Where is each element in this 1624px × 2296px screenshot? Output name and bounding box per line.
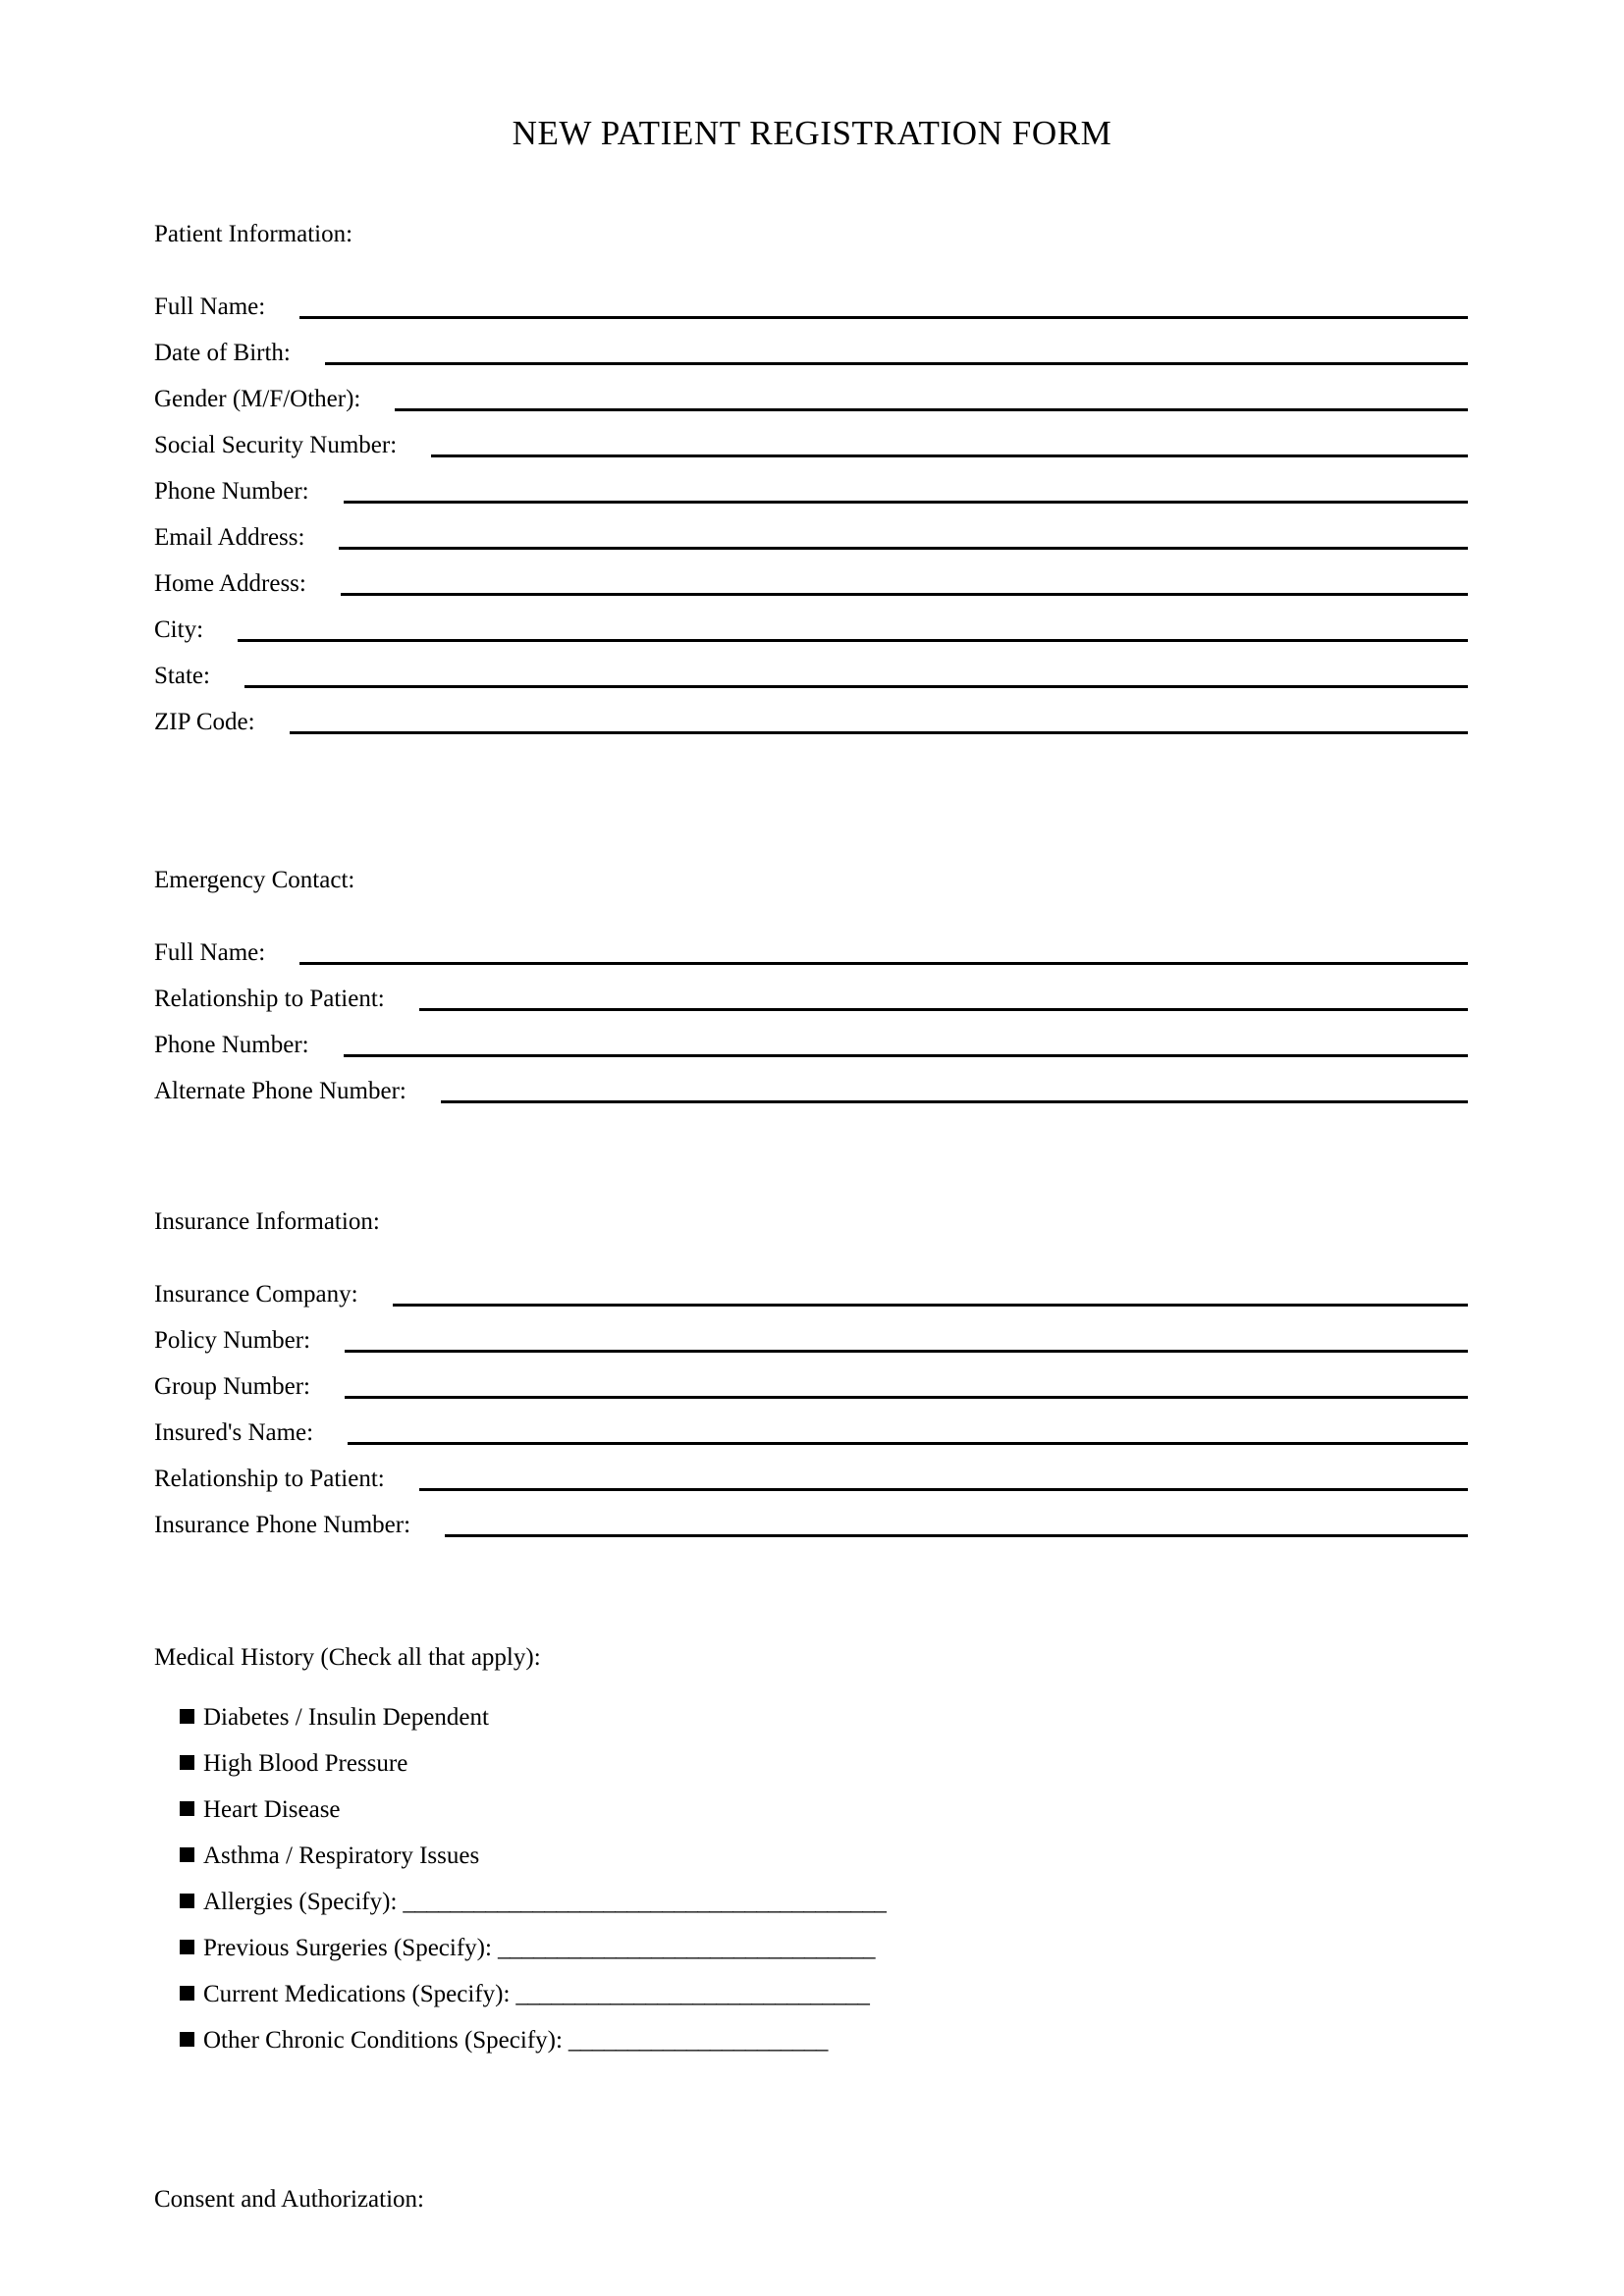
field-row-policy-number[interactable] xyxy=(154,1309,1468,1356)
filled-square-icon[interactable] xyxy=(180,1755,194,1770)
field-input-insurance-relationship[interactable] xyxy=(419,1488,1468,1491)
field-input-social-security-number[interactable] xyxy=(431,454,1468,457)
field-input-email-address[interactable] xyxy=(339,547,1468,550)
field-input-state[interactable] xyxy=(244,685,1468,688)
checkbox-specify-rule-allergies[interactable]: _________________________________________ xyxy=(403,1889,887,1915)
checkbox-label-previous-surgeries: Previous Surgeries (Specify): xyxy=(203,1935,492,1961)
section-consent-and-authorization xyxy=(154,2187,424,2212)
section-emergency-contact xyxy=(154,868,1468,1106)
checkbox-specify-rule-previous-surgeries[interactable]: ________________________________ xyxy=(497,1935,875,1961)
field-row-full-name[interactable] xyxy=(154,276,1468,322)
checkbox-label-other-chronic-conditions: Other Chronic Conditions (Specify): xyxy=(203,2027,563,2054)
checkbox-row-allergies[interactable] xyxy=(154,1888,886,1934)
field-row-home-address[interactable] xyxy=(154,553,1468,599)
field-input-emergency-full-name[interactable] xyxy=(299,962,1468,965)
field-row-state[interactable] xyxy=(154,645,1468,691)
insurance-information-field-list xyxy=(154,1263,1468,1540)
field-row-social-security-number[interactable] xyxy=(154,414,1468,460)
emergency-contact-field-list xyxy=(154,922,1468,1106)
field-label-social-security-number: Social Security Number: xyxy=(154,432,398,458)
medical-history-check-list xyxy=(154,1703,886,2072)
section-heading-insurance-information: Insurance Information: xyxy=(154,1208,380,1235)
field-input-group-number[interactable] xyxy=(345,1396,1468,1399)
field-row-emergency-alternate-phone[interactable] xyxy=(154,1060,1468,1106)
checkbox-label-current-medications: Current Medications (Specify): xyxy=(203,1981,511,2007)
field-input-insurance-company[interactable] xyxy=(393,1304,1468,1307)
field-label-emergency-full-name: Full Name: xyxy=(154,939,266,966)
field-row-insurance-phone-number[interactable] xyxy=(154,1494,1468,1540)
section-heading-patient-information: Patient Information: xyxy=(154,221,353,247)
field-label-zip-code: ZIP Code: xyxy=(154,709,255,735)
filled-square-icon[interactable] xyxy=(180,1986,194,2001)
field-label-email-address: Email Address: xyxy=(154,524,305,551)
field-label-phone-number: Phone Number: xyxy=(154,478,309,505)
section-heading-consent-and-authorization: Consent and Authorization: xyxy=(154,2186,424,2213)
field-row-emergency-full-name[interactable] xyxy=(154,922,1468,968)
field-label-full-name: Full Name: xyxy=(154,294,266,320)
field-label-gender: Gender (M/F/Other): xyxy=(154,386,361,412)
field-row-zip-code[interactable] xyxy=(154,691,1468,737)
field-input-date-of-birth[interactable] xyxy=(325,362,1468,365)
field-input-gender[interactable] xyxy=(395,408,1468,411)
field-input-zip-code[interactable] xyxy=(290,731,1468,734)
checkbox-row-heart-disease[interactable] xyxy=(154,1795,886,1842)
field-label-insurance-phone-number: Insurance Phone Number: xyxy=(154,1512,411,1538)
section-heading-medical-history: Medical History (Check all that apply): xyxy=(154,1644,541,1671)
field-input-policy-number[interactable] xyxy=(345,1350,1468,1353)
field-row-insurance-company[interactable] xyxy=(154,1263,1468,1309)
field-input-emergency-alternate-phone[interactable] xyxy=(441,1100,1468,1103)
field-row-city[interactable] xyxy=(154,599,1468,645)
field-input-emergency-phone-number[interactable] xyxy=(344,1054,1468,1057)
field-input-insurance-phone-number[interactable] xyxy=(445,1534,1468,1537)
field-row-date-of-birth[interactable] xyxy=(154,322,1468,368)
checkbox-row-other-chronic-conditions[interactable] xyxy=(154,2026,886,2072)
field-label-insurance-relationship: Relationship to Patient: xyxy=(154,1466,385,1492)
field-label-policy-number: Policy Number: xyxy=(154,1327,311,1354)
checkbox-row-asthma[interactable] xyxy=(154,1842,886,1888)
section-heading-emergency-contact: Emergency Contact: xyxy=(154,867,355,893)
field-label-emergency-phone-number: Phone Number: xyxy=(154,1032,309,1058)
section-insurance-information xyxy=(154,1209,1468,1540)
field-input-insureds-name[interactable] xyxy=(348,1442,1468,1445)
field-label-insurance-company: Insurance Company: xyxy=(154,1281,358,1308)
filled-square-icon[interactable] xyxy=(180,1940,194,1954)
filled-square-icon[interactable] xyxy=(180,1894,194,1908)
checkbox-label-allergies: Allergies (Specify): xyxy=(203,1889,398,1915)
filled-square-icon[interactable] xyxy=(180,1801,194,1816)
field-row-phone-number[interactable] xyxy=(154,460,1468,507)
field-row-gender[interactable] xyxy=(154,368,1468,414)
field-label-insureds-name: Insured's Name: xyxy=(154,1419,314,1446)
checkbox-row-diabetes[interactable] xyxy=(154,1703,886,1749)
section-medical-history xyxy=(154,1645,886,2072)
field-row-email-address[interactable] xyxy=(154,507,1468,553)
field-input-phone-number[interactable] xyxy=(344,501,1468,504)
filled-square-icon[interactable] xyxy=(180,1709,194,1724)
checkbox-row-previous-surgeries[interactable] xyxy=(154,1934,886,1980)
field-label-emergency-relationship: Relationship to Patient: xyxy=(154,986,385,1012)
field-row-group-number[interactable] xyxy=(154,1356,1468,1402)
checkbox-specify-rule-other-chronic-conditions[interactable]: ______________________ xyxy=(568,2027,828,2054)
field-label-state: State: xyxy=(154,663,210,689)
patient-information-field-list xyxy=(154,276,1468,737)
filled-square-icon[interactable] xyxy=(180,1847,194,1862)
filled-square-icon[interactable] xyxy=(180,2032,194,2047)
checkbox-label-heart-disease: Heart Disease xyxy=(203,1796,341,1823)
checkbox-label-diabetes: Diabetes / Insulin Dependent xyxy=(203,1704,489,1731)
checkbox-specify-rule-current-medications[interactable]: ______________________________ xyxy=(515,1981,870,2007)
checkbox-label-asthma: Asthma / Respiratory Issues xyxy=(203,1842,480,1869)
checkbox-row-high-blood-pressure[interactable] xyxy=(154,1749,886,1795)
field-row-emergency-phone-number[interactable] xyxy=(154,1014,1468,1060)
field-row-insureds-name[interactable] xyxy=(154,1402,1468,1448)
field-input-city[interactable] xyxy=(238,639,1468,642)
field-input-full-name[interactable] xyxy=(299,316,1468,319)
page-title: NEW PATIENT REGISTRATION FORM xyxy=(512,114,1112,152)
field-label-city: City: xyxy=(154,616,204,643)
section-patient-information xyxy=(154,222,1468,737)
field-label-group-number: Group Number: xyxy=(154,1373,310,1400)
field-label-emergency-alternate-phone: Alternate Phone Number: xyxy=(154,1078,406,1104)
checkbox-row-current-medications[interactable] xyxy=(154,1980,886,2026)
field-input-emergency-relationship[interactable] xyxy=(419,1008,1468,1011)
field-row-insurance-relationship[interactable] xyxy=(154,1448,1468,1494)
field-label-date-of-birth: Date of Birth: xyxy=(154,340,291,366)
field-label-home-address: Home Address: xyxy=(154,570,306,597)
field-row-emergency-relationship[interactable] xyxy=(154,968,1468,1014)
checkbox-label-high-blood-pressure: High Blood Pressure xyxy=(203,1750,408,1777)
field-input-home-address[interactable] xyxy=(341,593,1468,596)
